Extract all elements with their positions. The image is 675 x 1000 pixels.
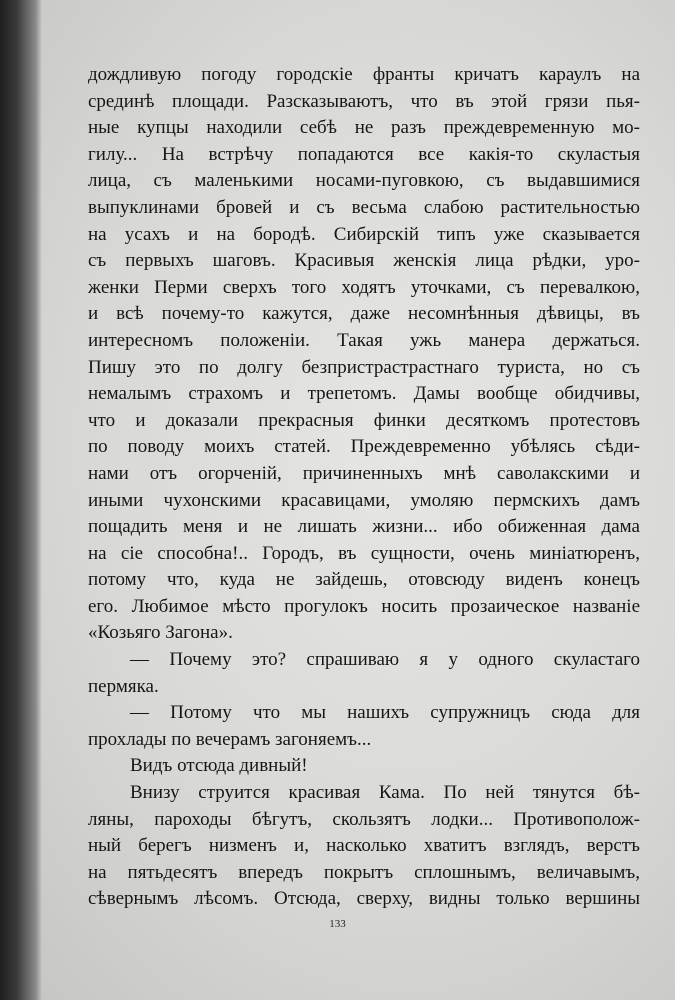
body-text [88,62,640,913]
text-line: его. Любимое мѣсто прогулокъ носить прозаическое названіе [88,595,640,617]
text-line: ный берегъ низменъ и, насколько хватитъ взглядъ, верстъ [88,835,640,857]
text-line: на сіе способна!.. Городъ, въ сущности, очень миніатюренъ, [88,542,640,564]
text-line: дождливую погоду городскіе франты кричатъ караулъ на [88,64,640,85]
text-line: лица, съ маленькими носами-пуговкою, съ выдавшимися [88,170,640,192]
dialogue-line: — Потому что мы нашихъ супружницъ сюда для [130,702,640,724]
text-line: нами отъ огорченій, причиненныхъ мнѣ саволакскими и [88,462,640,484]
text-line: выпуклинами бровей и съ весьма слабою растительностью [88,196,640,218]
paragraph-line: Видъ отсюда дивный! [130,755,308,777]
text-line: иными чухонскими красавицами, умоляю пермскихъ дамъ [88,489,640,511]
text-line: женки Перми сверхъ того ходятъ уточками, съ перевалкою, [88,276,640,298]
text-line: и всѣ почему-то кажутся, даже несомнѣнныя дѣвицы, въ [88,303,640,325]
text-line: интересномъ положеніи. Такая ужь манера держаться. [88,329,640,351]
text-line: по поводу моихъ статей. Преждевременно убѣлясь сѣди- [88,436,640,458]
text-line: потому что, куда не зайдешь, отовсюду виденъ конецъ [88,569,640,591]
text-line: гилу... На встрѣчу попадаются все какія-то скуластыя [88,143,640,165]
binding-shadow [0,0,42,1000]
text-line: что и доказали прекрасныя финки десяткомъ протестовъ [88,409,640,431]
text-line: срединѣ площади. Разсказываютъ, что въ этой грязи пья- [88,90,640,112]
text-line: на пятьдесятъ впередъ покрытъ сплошнымъ, величавымъ, [88,861,640,883]
text-line: пермяка. [88,675,159,697]
text-line: сѣвернымъ лѣсомъ. Отсюда, сверху, видны только вершины [88,888,640,910]
dialogue-line: — Почему это? спрашиваю я у одного скуластаго [130,649,640,671]
text-line: на усахъ и на бородѣ. Сибирскій типъ уже сказывается [88,223,640,245]
text-line: «Козьяго Загона». [88,622,233,644]
page-number: 133 [329,918,346,930]
paragraph-line: Внизу струится красивая Кама. По ней тянутся бѣ- [130,782,640,804]
text-line: прохлады по вечерамъ загоняемъ... [88,728,372,750]
text-line: съ первыхъ шаговъ. Красивыя женскія лица рѣдки, уро- [88,250,640,272]
text-line: пощадить меня и не лишать жизни... ибо обиженная дама [88,516,640,538]
text-line: немалымъ страхомъ и трепетомъ. Дамы вообще обидчивы, [88,383,640,405]
text-line: Пишу это по долгу безпристрастрастнаго туриста, но съ [88,356,640,378]
text-line: ные купцы находили себѣ не разъ преждевременную мо- [88,117,640,139]
text-line: ляны, пароходы бѣгутъ, скользятъ лодки... Противополож- [88,808,640,830]
